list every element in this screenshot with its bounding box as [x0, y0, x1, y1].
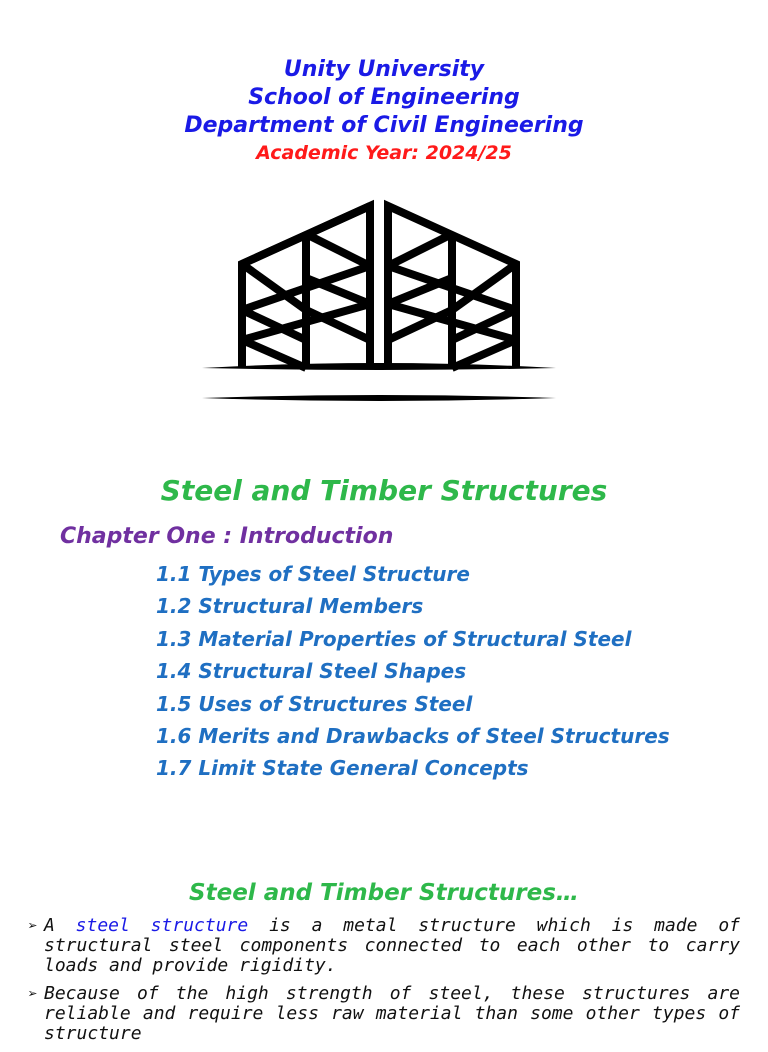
bullet-item: [28, 984, 740, 1044]
department-name: Department of Civil Engineering: [184, 113, 584, 138]
toc-item: 1.3 Material Properties of Structural Steel: [156, 626, 632, 651]
toc-item: 1.4 Structural Steel Shapes: [156, 659, 467, 684]
toc-item: 1.2 Structural Members: [156, 594, 424, 619]
chapter-title: Chapter One : Introduction: [60, 524, 394, 549]
school-name: School of Engineering: [248, 85, 520, 110]
table-of-contents: [156, 560, 670, 787]
bullet-text: Because of the high strength of steel, these structures are reliable and require less raw material than some other types of structure: [44, 983, 740, 1044]
bullet-text: A: [44, 915, 76, 936]
bullet-item: [28, 916, 740, 976]
toc-item: 1.7 Limit State General Concepts: [156, 756, 529, 781]
university-name: Unity University: [283, 57, 485, 82]
toc-item: 1.1 Types of Steel Structure: [156, 562, 470, 586]
toc-item: 1.6 Merits and Drawbacks of Steel Structures: [156, 723, 670, 748]
highlighted-term: steel structure: [75, 915, 249, 936]
steel-frame-building-icon: [198, 198, 560, 404]
bullet-list: [28, 916, 740, 1052]
academic-year: Academic Year: 2024/25: [256, 142, 512, 164]
bullet-text: is a metal structure which is made of structural steel components connected to each other to carry loads and provide rigidity.: [44, 915, 740, 976]
course-title: Steel and Timber Structures: [160, 474, 608, 507]
arrow-bullet-icon: ➢: [28, 984, 38, 1003]
section-title: Steel and Timber Structures…: [189, 880, 579, 906]
title-block: [0, 56, 768, 166]
arrow-bullet-icon: ➢: [28, 916, 38, 935]
toc-item: 1.5 Uses of Structures Steel: [156, 691, 473, 716]
